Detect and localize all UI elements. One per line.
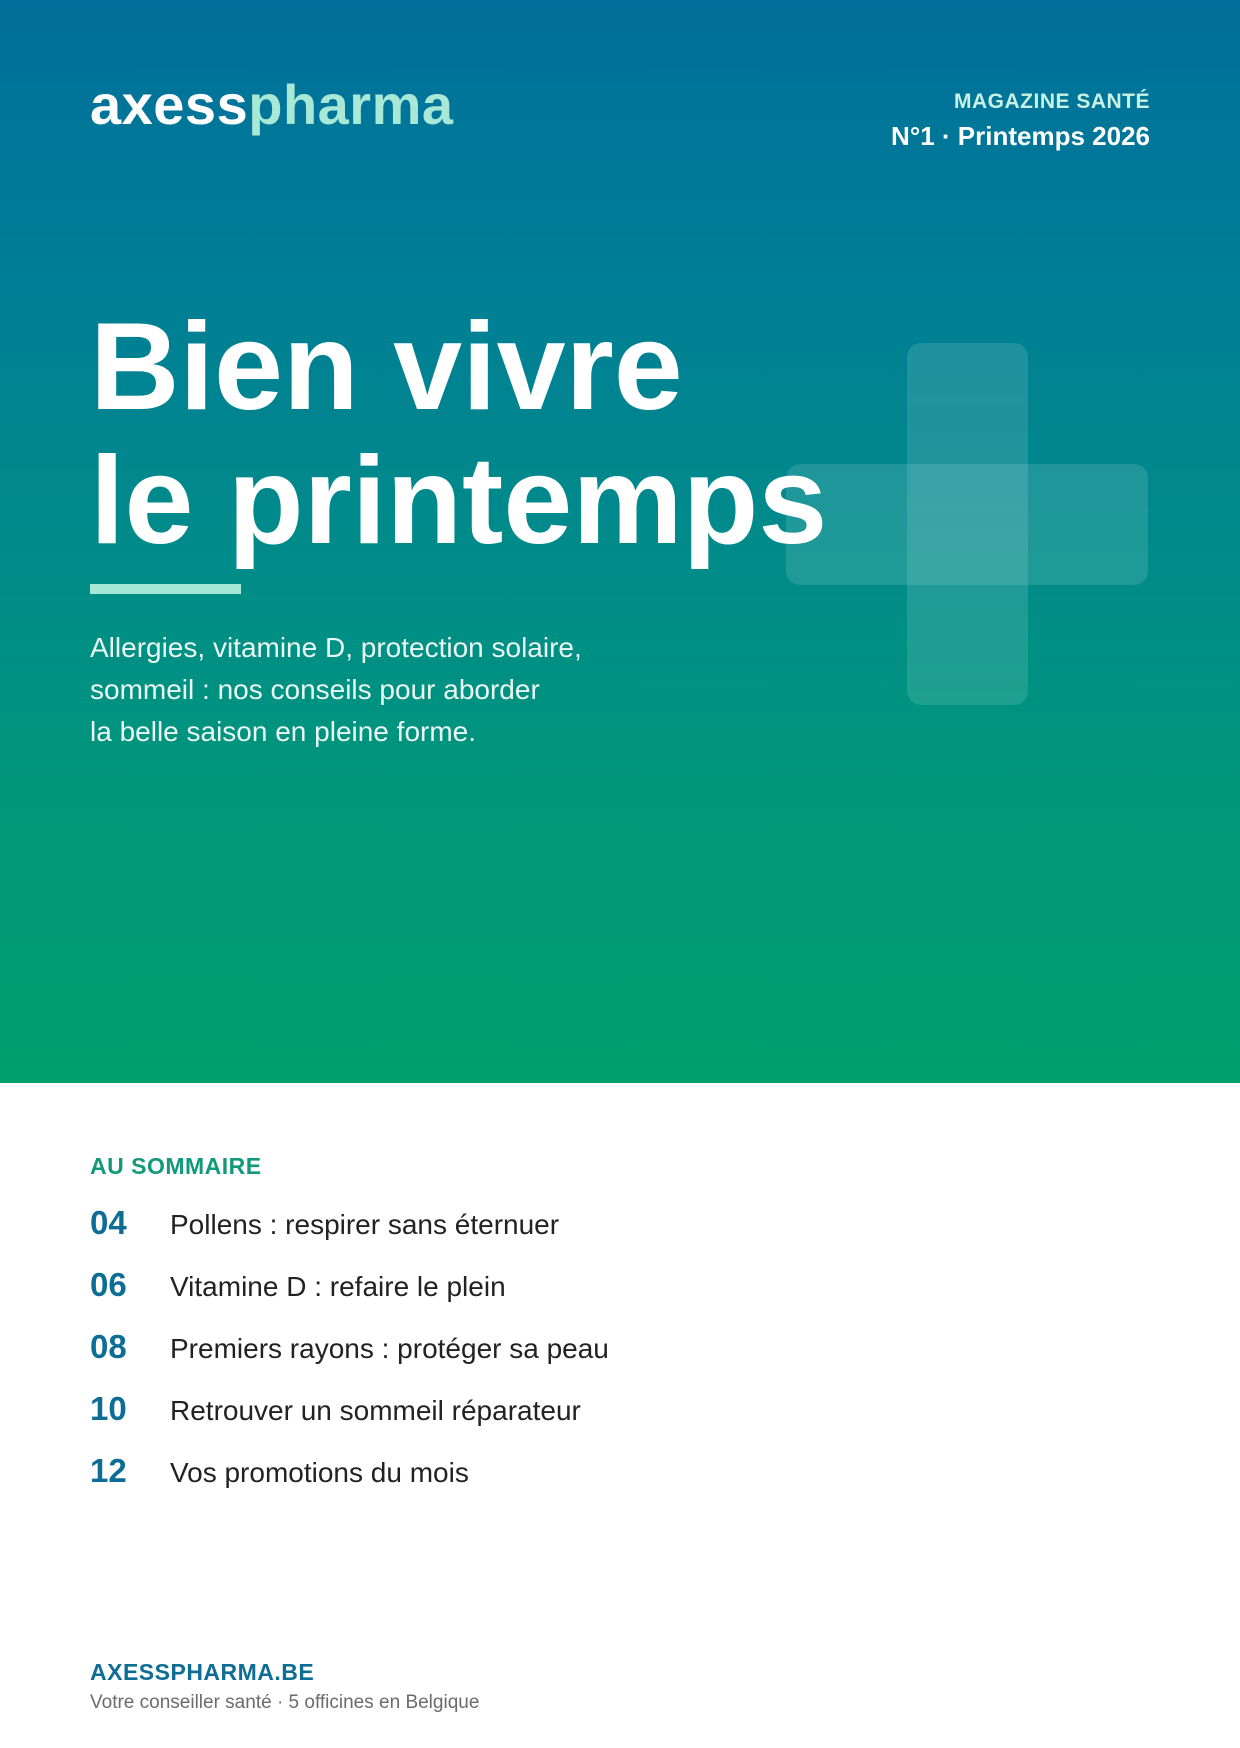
toc-page-number: 12 [90, 1452, 127, 1489]
toc-item[interactable] [90, 1204, 1090, 1266]
toc-page-number: 04 [90, 1204, 127, 1241]
toc-item-label: Pollens : respirer sans éternuer [170, 1209, 560, 1240]
toc-page-number: 08 [90, 1328, 127, 1365]
headline-underline-divider [90, 584, 241, 594]
toc-item-label: Premiers rayons : protéger sa peau [170, 1333, 609, 1364]
toc-title: AU SOMMAIRE [90, 1153, 262, 1179]
brand-logo[interactable] [90, 70, 454, 140]
toc-item[interactable] [90, 1328, 1090, 1390]
toc-item-label: Vos promotions du mois [170, 1457, 469, 1488]
lede-line-3: la belle saison en pleine forme. [90, 716, 477, 747]
toc-item[interactable] [90, 1390, 1090, 1452]
table-of-contents [90, 1150, 1090, 1514]
cross-horizontal-bar [786, 464, 1148, 585]
brand-logo-part2: pharma [248, 73, 454, 136]
issue-info [891, 88, 1150, 154]
website-link[interactable]: AXESSPHARMA.BE [90, 1659, 315, 1685]
toc-item[interactable] [90, 1452, 1090, 1514]
toc-item[interactable] [90, 1266, 1090, 1328]
footer [90, 1657, 479, 1717]
headline-line-2: le printemps [90, 432, 828, 570]
footer-tagline: Votre conseiller santé · 5 officines en Belgique [90, 1692, 480, 1713]
cover-lede [90, 627, 730, 753]
cover-headline [90, 300, 827, 568]
pharmacy-cross-icon [786, 343, 1148, 705]
toc-page-number: 06 [90, 1266, 127, 1303]
lede-line-1: Allergies, vitamine D, protection solaire, [90, 632, 582, 663]
lede-line-2: sommeil : nos conseils pour aborder [90, 674, 540, 705]
brand-logo-part1: axess [90, 73, 249, 136]
toc-item-label: Retrouver un sommeil réparateur [170, 1395, 581, 1426]
toc-item-label: Vitamine D : refaire le plein [170, 1271, 506, 1302]
headline-line-1: Bien vivre [90, 298, 683, 436]
magazine-kicker: MAGAZINE SANTÉ [954, 90, 1150, 113]
toc-page-number: 10 [90, 1390, 127, 1427]
issue-number: N°1 · Printemps 2026 [891, 121, 1150, 151]
